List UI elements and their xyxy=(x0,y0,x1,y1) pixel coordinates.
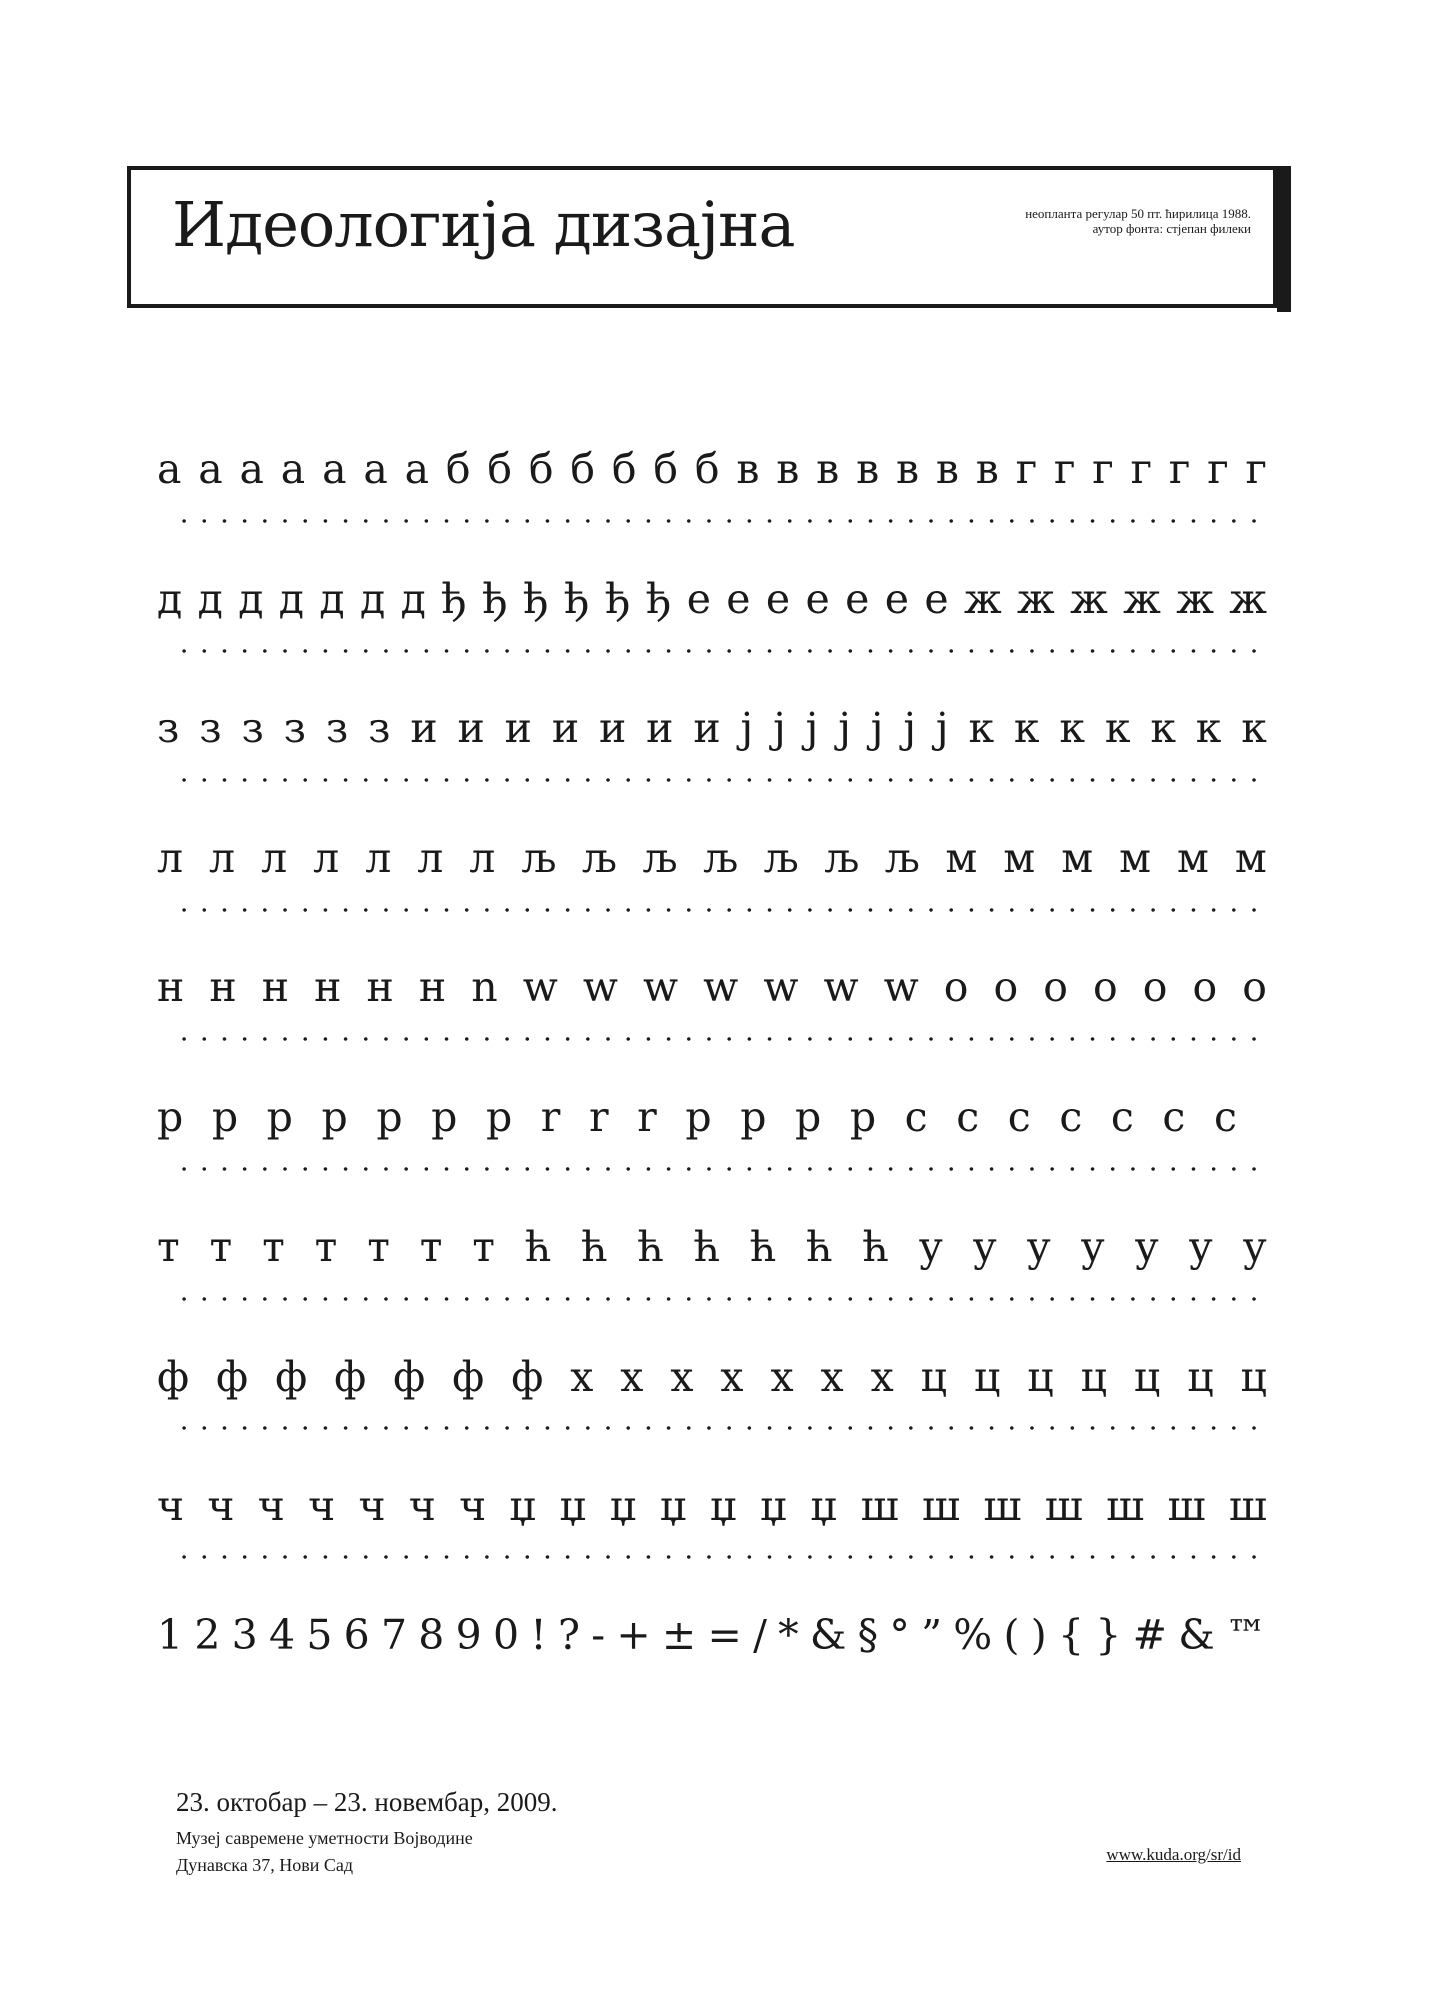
glyph: д xyxy=(278,575,305,623)
glyph: ж xyxy=(1229,575,1267,623)
glyph: r xyxy=(540,1093,561,1141)
glyph: н xyxy=(314,963,342,1011)
glyph: з xyxy=(283,704,307,752)
glyph: з xyxy=(368,704,391,752)
glyph: p xyxy=(685,1093,712,1141)
glyph: ф xyxy=(334,1353,367,1401)
glyph: а xyxy=(239,445,264,493)
glyph: ж xyxy=(963,575,1002,623)
glyph: а xyxy=(363,445,388,493)
glyph: в xyxy=(935,445,959,493)
glyph: ј xyxy=(935,704,949,752)
glyph: у xyxy=(1242,1223,1267,1271)
glyph: ђ xyxy=(604,575,631,623)
glyph: т xyxy=(209,1223,233,1271)
glyph: г xyxy=(1130,445,1153,493)
glyph: в xyxy=(816,445,840,493)
glyph: л xyxy=(313,834,340,882)
title-box-shadow xyxy=(1277,166,1291,312)
glyph: з xyxy=(199,704,222,752)
glyph: а xyxy=(404,445,430,493)
glyph: г xyxy=(1015,445,1038,493)
glyph: џ xyxy=(609,1482,637,1530)
glyph: б xyxy=(694,445,720,493)
glyph: у xyxy=(918,1223,943,1271)
glyph: p xyxy=(211,1093,239,1141)
glyph: к xyxy=(1104,704,1131,752)
glyph: н xyxy=(157,963,185,1011)
glyph: к xyxy=(1013,704,1040,752)
glyph: б xyxy=(445,445,471,493)
glyph: љ xyxy=(581,834,617,882)
glyph: т xyxy=(367,1223,390,1271)
glyph: к xyxy=(1150,704,1176,752)
glyph: ш xyxy=(860,1482,899,1530)
glyph: 4 xyxy=(268,1611,296,1659)
glyph: ф xyxy=(216,1353,249,1401)
glyph: у xyxy=(1188,1223,1213,1271)
glyph: в xyxy=(736,445,760,493)
glyph: љ xyxy=(642,834,678,882)
glyph: г xyxy=(1245,445,1267,493)
glyph: з xyxy=(241,704,264,752)
glyph: 0 xyxy=(492,1611,520,1659)
glyph: ш xyxy=(1044,1482,1083,1530)
glyph: ? xyxy=(558,1611,580,1659)
glyph: ч xyxy=(459,1482,487,1530)
glyph: ћ xyxy=(693,1223,721,1271)
glyph: ћ xyxy=(862,1223,889,1271)
glyph: p xyxy=(266,1093,293,1141)
glyph: к xyxy=(968,704,995,752)
glyph: r xyxy=(588,1093,609,1141)
glyph: 3 xyxy=(231,1611,258,1659)
glyph: ф xyxy=(511,1353,544,1401)
glyph: е xyxy=(924,575,949,623)
glyph: % xyxy=(953,1611,993,1659)
glyph: х xyxy=(720,1353,744,1401)
glyph: w xyxy=(703,963,739,1011)
glyph-row xyxy=(157,1068,1237,1141)
glyph: ј xyxy=(773,704,786,752)
glyph: л xyxy=(157,834,184,882)
glyph: ц xyxy=(1240,1353,1267,1401)
glyph: ђ xyxy=(563,575,590,623)
glyph: с xyxy=(1110,1093,1134,1141)
glyph: џ xyxy=(810,1482,838,1530)
glyph: ш xyxy=(1106,1482,1145,1530)
glyph: г xyxy=(1092,445,1114,493)
glyph: w xyxy=(763,963,799,1011)
glyph: з xyxy=(157,704,180,752)
glyph: ф xyxy=(157,1353,190,1401)
glyph: w xyxy=(823,963,859,1011)
glyph-row xyxy=(157,420,1267,493)
glyph: ј xyxy=(838,704,851,752)
glyph: к xyxy=(1195,704,1222,752)
glyph: ђ xyxy=(523,575,549,623)
glyph: л xyxy=(209,834,236,882)
glyph: е xyxy=(726,575,751,623)
glyph: ™ xyxy=(1225,1611,1267,1659)
glyph-row xyxy=(157,1457,1267,1530)
glyph: в xyxy=(975,445,999,493)
glyph: с xyxy=(904,1093,928,1141)
glyph: и xyxy=(551,704,580,752)
glyph: д xyxy=(400,575,426,623)
glyph: е xyxy=(686,575,711,623)
glyph: p xyxy=(485,1093,513,1141)
glyph: х xyxy=(870,1353,894,1401)
glyph: џ xyxy=(509,1482,537,1530)
glyph: ц xyxy=(1187,1353,1214,1401)
glyph: 2 xyxy=(194,1611,221,1659)
glyph: ш xyxy=(983,1482,1022,1530)
glyph: и xyxy=(599,704,627,752)
museum-name: Музеј савремене уметности Војводине xyxy=(176,1828,473,1848)
glyph-row xyxy=(157,938,1267,1011)
glyph: и xyxy=(457,704,485,752)
glyph: ц xyxy=(1027,1353,1054,1401)
glyph: б xyxy=(487,445,513,493)
glyph: г xyxy=(1054,445,1076,493)
glyph: ф xyxy=(393,1353,426,1401)
glyph: 9 xyxy=(455,1611,482,1659)
glyph-row xyxy=(157,1198,1267,1271)
dotted-separator xyxy=(174,1554,1266,1560)
glyph: ± xyxy=(661,1611,697,1659)
glyph-row xyxy=(157,809,1267,882)
glyph: 5 xyxy=(306,1611,333,1659)
glyph: & xyxy=(809,1611,847,1659)
glyph: в xyxy=(856,445,880,493)
glyph: в xyxy=(776,445,800,493)
glyph: н xyxy=(261,963,290,1011)
glyph: г xyxy=(1168,445,1191,493)
glyph: м xyxy=(1234,834,1267,882)
glyph: ћ xyxy=(581,1223,608,1271)
dotted-separator xyxy=(174,1296,1266,1302)
font-info-author: аутор фонта: стјепан филеки xyxy=(1092,221,1251,236)
glyph: х xyxy=(820,1353,844,1401)
glyph: љ xyxy=(824,834,859,882)
glyph: м xyxy=(945,834,978,882)
glyph: џ xyxy=(659,1482,687,1530)
glyph: к xyxy=(1059,704,1086,752)
glyph: * xyxy=(778,1611,799,1659)
glyph: н xyxy=(209,963,237,1011)
glyph: о xyxy=(1043,963,1068,1011)
glyph: ј xyxy=(740,704,754,752)
glyph: ш xyxy=(1167,1482,1206,1530)
glyph-row xyxy=(157,1328,1267,1401)
glyph: и xyxy=(410,704,438,752)
glyph: ч xyxy=(207,1482,235,1530)
glyph: о xyxy=(993,963,1019,1011)
glyph: с xyxy=(1059,1093,1083,1141)
page-title: Идеологија дизајна xyxy=(172,188,795,261)
glyph: + xyxy=(616,1611,651,1659)
glyph: љ xyxy=(521,834,556,882)
glyph: в xyxy=(895,445,920,493)
glyph: # xyxy=(1132,1611,1167,1659)
glyph: ј xyxy=(805,704,819,752)
dotted-separator xyxy=(174,777,1266,783)
glyph: л xyxy=(417,834,444,882)
glyph: и xyxy=(693,704,721,752)
glyph: w xyxy=(883,963,919,1011)
glyph: љ xyxy=(703,834,738,882)
glyph: л xyxy=(469,834,496,882)
glyph: б xyxy=(611,445,637,493)
glyph: м xyxy=(1119,834,1151,882)
glyph: д xyxy=(157,575,183,623)
glyph: с xyxy=(956,1093,980,1141)
glyph: ђ xyxy=(482,575,508,623)
glyph: е xyxy=(845,575,870,623)
glyph: ° xyxy=(889,1611,910,1659)
font-info-line: неопланта регулар 50 пт. ћирилица 1988. xyxy=(1025,206,1251,221)
glyph: - xyxy=(591,1611,606,1659)
glyph: & xyxy=(1178,1611,1215,1659)
dotted-separator xyxy=(174,1425,1266,1431)
glyph: љ xyxy=(763,834,799,882)
glyph: ћ xyxy=(749,1223,777,1271)
glyph: и xyxy=(504,704,532,752)
glyph: ш xyxy=(921,1482,961,1530)
glyph: { xyxy=(1057,1611,1085,1659)
glyph: ! xyxy=(530,1611,547,1659)
glyph: ш xyxy=(1228,1482,1267,1530)
glyph: с xyxy=(1213,1093,1237,1141)
glyph: p xyxy=(376,1093,403,1141)
glyph: т xyxy=(262,1223,285,1271)
glyph: p xyxy=(157,1093,184,1141)
glyph: д xyxy=(319,575,345,623)
glyph: ј xyxy=(903,704,917,752)
glyph: е xyxy=(765,575,791,623)
glyph: к xyxy=(1241,704,1267,752)
glyph: џ xyxy=(760,1482,788,1530)
glyph-row xyxy=(157,679,1267,752)
glyph: ј xyxy=(870,704,884,752)
glyph: о xyxy=(943,963,969,1011)
glyph: а xyxy=(280,445,306,493)
glyph: т xyxy=(472,1223,495,1271)
dotted-separator xyxy=(174,907,1266,913)
glyph: ж xyxy=(1070,575,1108,623)
dotted-separator xyxy=(174,518,1266,524)
glyph: м xyxy=(1061,834,1094,882)
glyph: p xyxy=(321,1093,348,1141)
glyph: д xyxy=(238,575,264,623)
glyph: ђ xyxy=(645,575,672,623)
glyph: у xyxy=(972,1223,997,1271)
glyph: 8 xyxy=(418,1611,445,1659)
glyph: х xyxy=(620,1353,644,1401)
glyph: ф xyxy=(275,1353,308,1401)
glyph: ч xyxy=(257,1482,285,1530)
glyph: ” xyxy=(921,1611,943,1659)
glyph: у xyxy=(1080,1223,1105,1271)
glyph: § xyxy=(857,1611,879,1659)
glyph: а xyxy=(157,445,182,493)
glyph: ђ xyxy=(441,575,467,623)
glyph: 6 xyxy=(343,1611,370,1659)
glyph: т xyxy=(157,1223,180,1271)
glyph: ц xyxy=(973,1353,1001,1401)
glyph: ц xyxy=(920,1353,948,1401)
glyph: е xyxy=(884,575,909,623)
glyph: б xyxy=(653,445,679,493)
glyph: т xyxy=(314,1223,338,1271)
glyph: х xyxy=(770,1353,794,1401)
exhibition-date: 23. октобар – 23. новембар, 2009. xyxy=(176,1787,558,1817)
glyph: ж xyxy=(1017,575,1055,623)
museum-address: Дунавска 37, Нови Сад xyxy=(176,1855,354,1875)
glyph: б xyxy=(528,445,554,493)
glyph: н xyxy=(418,963,447,1011)
glyph: ч xyxy=(308,1482,336,1530)
glyph: о xyxy=(1142,963,1168,1011)
glyph: а xyxy=(322,445,347,493)
glyph: ћ xyxy=(637,1223,664,1271)
glyph: л xyxy=(365,834,392,882)
glyph: 1 xyxy=(157,1611,184,1659)
glyph: т xyxy=(419,1223,443,1271)
glyph: з xyxy=(325,704,349,752)
glyph: 7 xyxy=(380,1611,408,1659)
glyph: ж xyxy=(1123,575,1161,623)
glyph: б xyxy=(570,445,596,493)
glyph: у xyxy=(1134,1223,1159,1271)
glyph: ч xyxy=(157,1482,185,1530)
glyph: г xyxy=(1207,445,1229,493)
glyph: о xyxy=(1093,963,1118,1011)
glyph: p xyxy=(849,1093,877,1141)
glyph-row xyxy=(157,1586,1267,1659)
glyph: м xyxy=(1177,834,1209,882)
glyph: м xyxy=(1003,834,1036,882)
glyph: ) xyxy=(1030,1611,1047,1659)
glyph: ћ xyxy=(806,1223,833,1271)
glyph: и xyxy=(646,704,674,752)
glyph: џ xyxy=(559,1482,587,1530)
glyph: / xyxy=(753,1611,767,1659)
glyph: ф xyxy=(452,1353,485,1401)
glyph-row xyxy=(157,550,1267,623)
dotted-separator xyxy=(174,1036,1266,1042)
glyph: n xyxy=(471,963,498,1011)
glyph: ж xyxy=(1176,575,1214,623)
font-info xyxy=(1025,206,1251,236)
glyph: л xyxy=(261,834,288,882)
glyph: p xyxy=(795,1093,822,1141)
glyph: џ xyxy=(710,1482,738,1530)
glyph: е xyxy=(805,575,830,623)
glyph: д xyxy=(197,575,223,623)
glyph: p xyxy=(740,1093,767,1141)
glyph: а xyxy=(198,445,223,493)
glyph: w xyxy=(582,963,618,1011)
glyph: ц xyxy=(1080,1353,1107,1401)
glyph: с xyxy=(1007,1093,1031,1141)
glyph: х xyxy=(570,1353,594,1401)
glyph: х xyxy=(670,1353,694,1401)
glyph: } xyxy=(1095,1611,1122,1659)
glyph: ц xyxy=(1133,1353,1161,1401)
glyph: д xyxy=(359,575,386,623)
glyph: ћ xyxy=(524,1223,552,1271)
glyph: с xyxy=(1162,1093,1186,1141)
dotted-separator xyxy=(174,1166,1266,1172)
glyph: о xyxy=(1242,963,1267,1011)
dotted-separator xyxy=(174,648,1266,654)
glyph: ч xyxy=(408,1482,436,1530)
glyph: p xyxy=(431,1093,458,1141)
glyph: н xyxy=(366,963,394,1011)
glyph: ч xyxy=(358,1482,386,1530)
glyph: w xyxy=(522,963,558,1011)
glyph: = xyxy=(707,1611,742,1659)
glyph: w xyxy=(643,963,679,1011)
glyph: у xyxy=(1026,1223,1051,1271)
glyph: љ xyxy=(884,834,920,882)
website-link[interactable]: www.kuda.org/sr/id xyxy=(1106,1845,1241,1864)
glyph: ( xyxy=(1003,1611,1020,1659)
glyph: r xyxy=(637,1093,657,1141)
glyph: о xyxy=(1192,963,1218,1011)
